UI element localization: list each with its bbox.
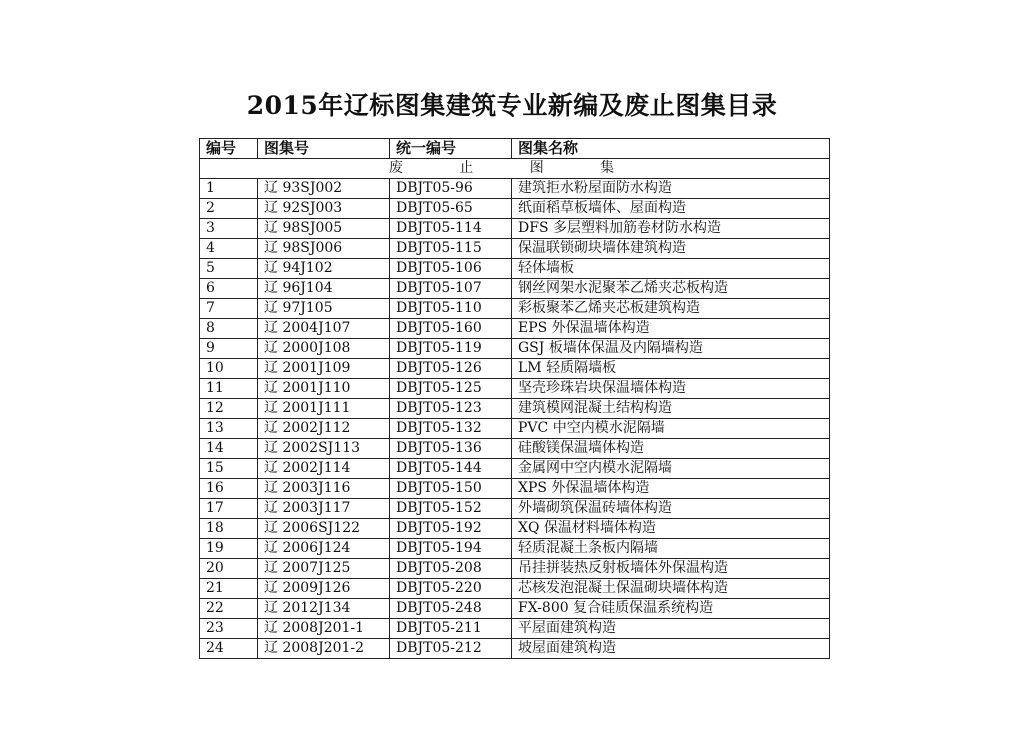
cell-atlas-name: 芯核发泡混凝土保温砌块墙体构造 xyxy=(512,579,830,599)
section-row xyxy=(200,159,830,179)
cell-unified-no: DBJT05-106 xyxy=(390,259,512,279)
cell-atlas-name: 纸面稻草板墙体、屋面构造 xyxy=(512,199,830,219)
cell-atlas-name: 外墙砌筑保温砖墙体构造 xyxy=(512,499,830,519)
cell-atlas-no: 辽 2008J201-2 xyxy=(258,639,390,659)
table-row xyxy=(200,539,830,559)
cell-unified-no: DBJT05-136 xyxy=(390,439,512,459)
cell-atlas-no: 辽 2012J134 xyxy=(258,599,390,619)
cell-unified-no: DBJT05-126 xyxy=(390,359,512,379)
table-row xyxy=(200,359,830,379)
cell-no: 11 xyxy=(200,379,258,399)
cell-unified-no: DBJT05-220 xyxy=(390,579,512,599)
header-atlas-no: 图集号 xyxy=(258,139,390,159)
cell-atlas-name: 坡屋面建筑构造 xyxy=(512,639,830,659)
cell-atlas-no: 辽 2003J116 xyxy=(258,479,390,499)
cell-atlas-name: DFS 多层塑料加筋卷材防水构造 xyxy=(512,219,830,239)
cell-unified-no: DBJT05-211 xyxy=(390,619,512,639)
table-row xyxy=(200,199,830,219)
section-label: 废 止 图 集 xyxy=(200,159,830,179)
cell-no: 13 xyxy=(200,419,258,439)
table-row xyxy=(200,479,830,499)
cell-unified-no: DBJT05-152 xyxy=(390,499,512,519)
header-unified-no: 统一编号 xyxy=(390,139,512,159)
cell-atlas-name: 保温联锁砌块墙体建筑构造 xyxy=(512,239,830,259)
cell-no: 18 xyxy=(200,519,258,539)
table-row xyxy=(200,399,830,419)
cell-no: 14 xyxy=(200,439,258,459)
cell-atlas-name: 硅酸镁保温墙体构造 xyxy=(512,439,830,459)
cell-atlas-no: 辽 2003J117 xyxy=(258,499,390,519)
cell-atlas-name: FX-800 复合硅质保温系统构造 xyxy=(512,599,830,619)
cell-atlas-no: 辽 93SJ002 xyxy=(258,179,390,199)
cell-no: 7 xyxy=(200,299,258,319)
cell-no: 3 xyxy=(200,219,258,239)
cell-no: 5 xyxy=(200,259,258,279)
cell-atlas-name: 平屋面建筑构造 xyxy=(512,619,830,639)
cell-unified-no: DBJT05-123 xyxy=(390,399,512,419)
cell-atlas-no: 辽 2001J109 xyxy=(258,359,390,379)
table-row xyxy=(200,559,830,579)
cell-no: 9 xyxy=(200,339,258,359)
cell-unified-no: DBJT05-110 xyxy=(390,299,512,319)
cell-atlas-no: 辽 2002J114 xyxy=(258,459,390,479)
cell-atlas-no: 辽 94J102 xyxy=(258,259,390,279)
table-row xyxy=(200,519,830,539)
table-row xyxy=(200,619,830,639)
cell-atlas-no: 辽 2007J125 xyxy=(258,559,390,579)
cell-no: 19 xyxy=(200,539,258,559)
cell-atlas-no: 辽 2002SJ113 xyxy=(258,439,390,459)
cell-unified-no: DBJT05-194 xyxy=(390,539,512,559)
cell-no: 17 xyxy=(200,499,258,519)
cell-no: 1 xyxy=(200,179,258,199)
cell-atlas-name: 钢丝网架水泥聚苯乙烯夹芯板构造 xyxy=(512,279,830,299)
table-row xyxy=(200,239,830,259)
cell-no: 24 xyxy=(200,639,258,659)
cell-atlas-no: 辽 2000J108 xyxy=(258,339,390,359)
cell-atlas-no: 辽 98SJ005 xyxy=(258,219,390,239)
cell-atlas-no: 辽 2001J110 xyxy=(258,379,390,399)
cell-unified-no: DBJT05-132 xyxy=(390,419,512,439)
cell-atlas-name: XQ 保温材料墙体构造 xyxy=(512,519,830,539)
table-row xyxy=(200,179,830,199)
table-row xyxy=(200,419,830,439)
cell-atlas-name: PVC 中空内模水泥隔墙 xyxy=(512,419,830,439)
cell-atlas-name: 建筑模网混凝土结构构造 xyxy=(512,399,830,419)
table-header-row xyxy=(200,139,830,159)
cell-atlas-name: 坚壳珍珠岩块保温墙体构造 xyxy=(512,379,830,399)
table-row xyxy=(200,299,830,319)
cell-no: 20 xyxy=(200,559,258,579)
cell-atlas-no: 辽 2001J111 xyxy=(258,399,390,419)
cell-atlas-no: 辽 96J104 xyxy=(258,279,390,299)
cell-atlas-name: EPS 外保温墙体构造 xyxy=(512,319,830,339)
cell-no: 23 xyxy=(200,619,258,639)
cell-unified-no: DBJT05-119 xyxy=(390,339,512,359)
cell-unified-no: DBJT05-160 xyxy=(390,319,512,339)
atlas-catalog-table xyxy=(199,138,830,659)
cell-atlas-name: LM 轻质隔墙板 xyxy=(512,359,830,379)
table-row xyxy=(200,459,830,479)
cell-atlas-name: GSJ 板墙体保温及内隔墙构造 xyxy=(512,339,830,359)
cell-unified-no: DBJT05-107 xyxy=(390,279,512,299)
cell-unified-no: DBJT05-115 xyxy=(390,239,512,259)
cell-no: 16 xyxy=(200,479,258,499)
cell-atlas-no: 辽 92SJ003 xyxy=(258,199,390,219)
cell-atlas-name: 彩板聚苯乙烯夹芯板建筑构造 xyxy=(512,299,830,319)
cell-unified-no: DBJT05-114 xyxy=(390,219,512,239)
cell-atlas-name: 建筑拒水粉屋面防水构造 xyxy=(512,179,830,199)
header-no: 编号 xyxy=(200,139,258,159)
cell-unified-no: DBJT05-212 xyxy=(390,639,512,659)
table-row xyxy=(200,339,830,359)
table-row xyxy=(200,439,830,459)
cell-no: 21 xyxy=(200,579,258,599)
cell-atlas-no: 辽 98SJ006 xyxy=(258,239,390,259)
cell-unified-no: DBJT05-65 xyxy=(390,199,512,219)
cell-unified-no: DBJT05-144 xyxy=(390,459,512,479)
cell-no: 4 xyxy=(200,239,258,259)
cell-no: 10 xyxy=(200,359,258,379)
cell-no: 2 xyxy=(200,199,258,219)
page-title: 2015年辽标图集建筑专业新编及废止图集目录 xyxy=(246,91,778,120)
cell-atlas-no: 辽 2004J107 xyxy=(258,319,390,339)
cell-atlas-name: 吊挂拼装热反射板墙体外保温构造 xyxy=(512,559,830,579)
cell-unified-no: DBJT05-96 xyxy=(390,179,512,199)
table-row xyxy=(200,599,830,619)
cell-unified-no: DBJT05-248 xyxy=(390,599,512,619)
table-row xyxy=(200,639,830,659)
table-row xyxy=(200,319,830,339)
cell-atlas-no: 辽 2009J126 xyxy=(258,579,390,599)
cell-no: 15 xyxy=(200,459,258,479)
cell-unified-no: DBJT05-125 xyxy=(390,379,512,399)
table-row xyxy=(200,579,830,599)
table-row xyxy=(200,279,830,299)
cell-no: 22 xyxy=(200,599,258,619)
cell-atlas-no: 辽 2008J201-1 xyxy=(258,619,390,639)
table-row xyxy=(200,259,830,279)
cell-atlas-name: 轻体墙板 xyxy=(512,259,830,279)
cell-atlas-name: 轻质混凝土条板内隔墙 xyxy=(512,539,830,559)
cell-unified-no: DBJT05-192 xyxy=(390,519,512,539)
cell-no: 8 xyxy=(200,319,258,339)
cell-atlas-no: 辽 2006J124 xyxy=(258,539,390,559)
table-row xyxy=(200,219,830,239)
table-row xyxy=(200,379,830,399)
cell-atlas-name: XPS 外保温墙体构造 xyxy=(512,479,830,499)
cell-unified-no: DBJT05-150 xyxy=(390,479,512,499)
cell-no: 6 xyxy=(200,279,258,299)
table-row xyxy=(200,499,830,519)
cell-no: 12 xyxy=(200,399,258,419)
cell-atlas-no: 辽 2006SJ122 xyxy=(258,519,390,539)
cell-atlas-name: 金属网中空内模水泥隔墙 xyxy=(512,459,830,479)
cell-atlas-no: 辽 2002J112 xyxy=(258,419,390,439)
header-atlas-name: 图集名称 xyxy=(512,139,830,159)
cell-atlas-no: 辽 97J105 xyxy=(258,299,390,319)
cell-unified-no: DBJT05-208 xyxy=(390,559,512,579)
